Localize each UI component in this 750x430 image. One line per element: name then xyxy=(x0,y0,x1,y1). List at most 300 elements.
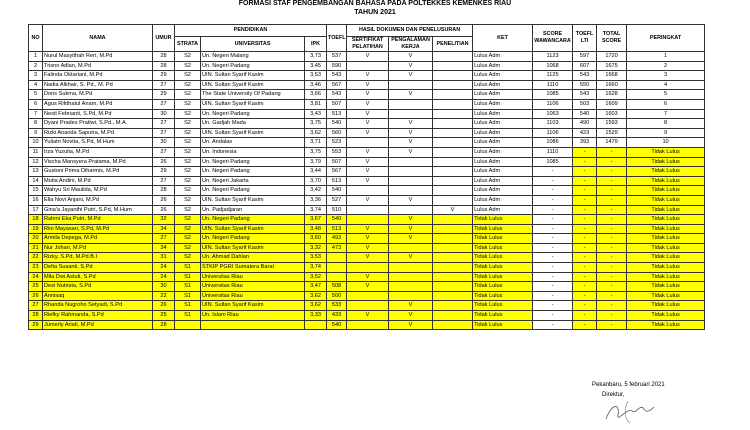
row-ipk: 3,52 xyxy=(305,272,327,282)
row-total-score: 1593 xyxy=(597,119,627,129)
row-score-wawancara: - xyxy=(533,224,573,234)
row-strata: S2 xyxy=(175,109,201,119)
row-no: 17 xyxy=(29,205,43,215)
row-universitas: Un. Andalas xyxy=(201,138,305,148)
row-ipk: 3,46 xyxy=(305,80,327,90)
signatory-role: Direktur, xyxy=(602,392,625,398)
row-pengalaman: V xyxy=(389,138,433,148)
row-no: 16 xyxy=(29,195,43,205)
row-nama: Gustoni Prima Diharmis, M.Pd xyxy=(43,167,153,177)
row-strata: S1 xyxy=(175,301,201,311)
row-penelitian xyxy=(433,186,473,196)
row-toefl-lti: - xyxy=(573,176,597,186)
row-ket: Lulus Adm xyxy=(473,167,533,177)
row-ipk: 3,62 xyxy=(305,291,327,301)
row-sertifikat xyxy=(347,138,389,148)
row-umur: 34 xyxy=(153,243,175,253)
row-pengalaman: V xyxy=(389,311,433,321)
row-pengalaman xyxy=(389,167,433,177)
row-score-wawancara: - xyxy=(533,272,573,282)
row-sertifikat: V xyxy=(347,109,389,119)
row-score-wawancara: - xyxy=(533,282,573,292)
row-peringkat: Tidak Lulus xyxy=(627,263,705,273)
row-total-score: - xyxy=(597,311,627,321)
row-no: 28 xyxy=(29,311,43,321)
place-date: Pekanbaru, 5 februari 2021 xyxy=(592,382,665,388)
row-strata: S2 xyxy=(175,61,201,71)
row-toefl: 567 xyxy=(327,80,347,90)
row-umur: 29 xyxy=(153,71,175,81)
row-strata: S2 xyxy=(175,138,201,148)
row-peringkat: Tidak Lulus xyxy=(627,291,705,301)
row-nama: Wahyu Sri Maulida, M.Pd xyxy=(43,186,153,196)
row-no: 6 xyxy=(29,99,43,109)
row-ket: Lulus Adm xyxy=(473,186,533,196)
row-ipk: 3,75 xyxy=(305,119,327,129)
row-sertifikat: V xyxy=(347,80,389,90)
row-umur: 24 xyxy=(153,263,175,273)
row-penelitian xyxy=(433,52,473,62)
row-score-wawancara: - xyxy=(533,195,573,205)
row-toefl-lti: - xyxy=(573,301,597,311)
row-nama: Trisno Adlan, M.Pd xyxy=(43,61,153,71)
row-strata: S2 xyxy=(175,234,201,244)
row-no: 2 xyxy=(29,61,43,71)
row-pengalaman xyxy=(389,272,433,282)
row-nama: Jumerly Ariati, M.Pd xyxy=(43,320,153,330)
row-peringkat: Tidak Lulus xyxy=(627,186,705,196)
row-toefl: 537 xyxy=(327,52,347,62)
row-penelitian xyxy=(433,263,473,273)
row-penelitian xyxy=(433,61,473,71)
row-strata: S1 xyxy=(175,282,201,292)
row-nama: Nur Johari, M.Pd xyxy=(43,243,153,253)
table-row xyxy=(29,90,705,100)
row-umur: 28 xyxy=(153,61,175,71)
row-ket: Lulus Adm xyxy=(473,99,533,109)
table-body xyxy=(29,52,705,330)
table-row xyxy=(29,61,705,71)
row-total-score: - xyxy=(597,320,627,330)
row-universitas: UIN. Sultan Syarif Kasim xyxy=(201,243,305,253)
row-ket: Tidak Lulus xyxy=(473,291,533,301)
row-toefl: 543 xyxy=(327,90,347,100)
table-row xyxy=(29,205,705,215)
row-no: 20 xyxy=(29,234,43,244)
row-total-score: - xyxy=(597,215,627,225)
row-score-wawancara: 1085 xyxy=(533,90,573,100)
row-sertifikat: V xyxy=(347,234,389,244)
header-ket: KET xyxy=(473,25,533,52)
header-hasil: HASIL DOKUMEN DAN PENELUSURAN xyxy=(347,25,473,37)
row-total-score: 1609 xyxy=(597,99,627,109)
row-toefl-lti: - xyxy=(573,311,597,321)
row-umur: 24 xyxy=(153,272,175,282)
row-no: 14 xyxy=(29,176,43,186)
row-score-wawancara: 1110 xyxy=(533,147,573,157)
row-toefl: 590 xyxy=(327,61,347,71)
row-total-score: - xyxy=(597,263,627,273)
row-score-wawancara: - xyxy=(533,301,573,311)
row-total-score: 1603 xyxy=(597,109,627,119)
row-universitas: UIN. Sultan Syarif Kasim xyxy=(201,71,305,81)
signature-icon xyxy=(598,397,658,427)
row-umur: 27 xyxy=(153,128,175,138)
table-row xyxy=(29,99,705,109)
row-total-score: - xyxy=(597,167,627,177)
row-score-wawancara: 1085 xyxy=(533,157,573,167)
row-ipk: 3,79 xyxy=(305,157,327,167)
row-universitas: Un. Negeri Padang xyxy=(201,234,305,244)
row-toefl: 513 xyxy=(327,224,347,234)
row-umur: 27 xyxy=(153,119,175,129)
row-universitas: Un. Padjadjaran xyxy=(201,205,305,215)
row-no: 10 xyxy=(29,138,43,148)
row-pengalaman xyxy=(389,186,433,196)
row-ket: Tidak Lulus xyxy=(473,272,533,282)
table-row xyxy=(29,119,705,129)
table-row xyxy=(29,167,705,177)
row-strata: S2 xyxy=(175,157,201,167)
row-ket: Lulus Adm xyxy=(473,109,533,119)
table-row xyxy=(29,234,705,244)
row-ket: Lulus Adm xyxy=(473,147,533,157)
row-no: 1 xyxy=(29,52,43,62)
row-ipk: 3,62 xyxy=(305,128,327,138)
row-total-score: 1668 xyxy=(597,71,627,81)
row-penelitian xyxy=(433,128,473,138)
row-score-wawancara: - xyxy=(533,243,573,253)
table-row xyxy=(29,320,705,330)
row-strata: S2 xyxy=(175,243,201,253)
row-penelitian xyxy=(433,311,473,321)
header-pendidikan: PENDIDIKAN xyxy=(175,25,327,37)
row-strata: S2 xyxy=(175,195,201,205)
row-universitas: Un. Negeri Padang xyxy=(201,109,305,119)
row-ipk: 3,62 xyxy=(305,301,327,311)
row-penelitian xyxy=(433,320,473,330)
table-row xyxy=(29,311,705,321)
row-strata: S2 xyxy=(175,176,201,186)
row-sertifikat: V xyxy=(347,71,389,81)
row-strata: S2 xyxy=(175,90,201,100)
row-total-score: 1479 xyxy=(597,138,627,148)
row-umur: 28 xyxy=(153,186,175,196)
row-sertifikat xyxy=(347,215,389,225)
row-ipk: 3,47 xyxy=(305,282,327,292)
row-peringkat: Tidak Lulus xyxy=(627,215,705,225)
row-total-score: - xyxy=(597,224,627,234)
row-peringkat: 2 xyxy=(627,61,705,71)
row-pengalaman xyxy=(389,176,433,186)
row-nama: Rizky, S.Pd, M.Pd.B.I xyxy=(43,253,153,263)
row-peringkat: Tidak Lulus xyxy=(627,282,705,292)
row-penelitian: V xyxy=(433,205,473,215)
row-universitas: Universitas Riau xyxy=(201,272,305,282)
row-ket: Lulus Adm xyxy=(473,157,533,167)
header-ipk: IPK xyxy=(305,37,327,52)
row-toefl: 433 xyxy=(327,311,347,321)
row-penelitian xyxy=(433,301,473,311)
row-ipk: 3,66 xyxy=(305,90,327,100)
row-toefl: 540 xyxy=(327,119,347,129)
row-toefl xyxy=(327,253,347,263)
row-peringkat: Tidak Lulus xyxy=(627,205,705,215)
row-nama: Irza Yuzulia, M.Pd xyxy=(43,147,153,157)
row-score-wawancara: 1063 xyxy=(533,109,573,119)
table-row xyxy=(29,215,705,225)
row-toefl-lti: - xyxy=(573,282,597,292)
row-ket: Lulus Adm xyxy=(473,176,533,186)
results-table xyxy=(28,24,705,330)
row-nama: Agus Rifdhatul Anam, M.Pd xyxy=(43,99,153,109)
row-peringkat: 1 xyxy=(627,52,705,62)
row-penelitian xyxy=(433,224,473,234)
row-nama: Dyani Prades Pratiwi, S.Pd., M.A. xyxy=(43,119,153,129)
row-ket: Lulus Adm xyxy=(473,205,533,215)
row-universitas: Un. Indonesia xyxy=(201,147,305,157)
row-strata: S1 xyxy=(175,263,201,273)
row-toefl-lti: 543 xyxy=(573,71,597,81)
row-toefl-lti: - xyxy=(573,224,597,234)
row-pengalaman xyxy=(389,282,433,292)
table-row xyxy=(29,176,705,186)
row-penelitian xyxy=(433,90,473,100)
row-no: 3 xyxy=(29,71,43,81)
row-pengalaman: V xyxy=(389,224,433,234)
table-row xyxy=(29,253,705,263)
table-row xyxy=(29,147,705,157)
row-penelitian xyxy=(433,253,473,263)
row-umur: 27 xyxy=(153,147,175,157)
row-total-score: 1628 xyxy=(597,90,627,100)
row-ket: Lulus Adm xyxy=(473,52,533,62)
row-peringkat: Tidak Lulus xyxy=(627,157,705,167)
table-row xyxy=(29,272,705,282)
row-ipk: 3,32 xyxy=(305,243,327,253)
row-universitas: Universitas Riau xyxy=(201,291,305,301)
row-strata: S2 xyxy=(175,147,201,157)
row-umur: 28 xyxy=(153,320,175,330)
row-universitas: Un. Negeri Padang xyxy=(201,215,305,225)
row-toefl: 540 xyxy=(327,186,347,196)
row-pengalaman: V xyxy=(389,128,433,138)
row-sertifikat: V xyxy=(347,147,389,157)
row-toefl: 510 xyxy=(327,205,347,215)
row-sertifikat xyxy=(347,186,389,196)
row-pengalaman: V xyxy=(389,90,433,100)
header-no: NO xyxy=(29,25,43,52)
row-no: 9 xyxy=(29,128,43,138)
row-toefl: 540 xyxy=(327,215,347,225)
row-peringkat: 10 xyxy=(627,138,705,148)
row-pengalaman xyxy=(389,243,433,253)
row-universitas: UIN. Sultan Syarif Kasim xyxy=(201,195,305,205)
row-ipk: 3,48 xyxy=(305,224,327,234)
row-toefl: 540 xyxy=(327,320,347,330)
row-total-score: 1720 xyxy=(597,52,627,62)
row-toefl: 523 xyxy=(327,138,347,148)
row-peringkat: 4 xyxy=(627,80,705,90)
row-toefl-lti: - xyxy=(573,243,597,253)
row-peringkat: Tidak Lulus xyxy=(627,224,705,234)
row-ket: Lulus Adm xyxy=(473,119,533,129)
row-nama: Nurul Masyithah Reri, M.Pd xyxy=(43,52,153,62)
row-toefl-lti: - xyxy=(573,195,597,205)
row-pengalaman xyxy=(389,80,433,90)
row-toefl-lti: 597 xyxy=(573,52,597,62)
row-universitas: UIN. Sultan Syarif Kasim xyxy=(201,301,305,311)
row-ipk: 3,43 xyxy=(305,109,327,119)
row-toefl-lti: - xyxy=(573,253,597,263)
row-toefl-lti: - xyxy=(573,147,597,157)
row-nama: Rizki Ananda Saputra, M.Pd xyxy=(43,128,153,138)
row-penelitian xyxy=(433,176,473,186)
row-ket: Lulus Adm xyxy=(473,138,533,148)
row-ipk: 3,74 xyxy=(305,205,327,215)
row-toefl: 493 xyxy=(327,234,347,244)
table-row xyxy=(29,282,705,292)
row-pengalaman xyxy=(389,157,433,167)
row-toefl: 513 xyxy=(327,176,347,186)
row-ket: Tidak Lulus xyxy=(473,215,533,225)
row-sertifikat: V xyxy=(347,167,389,177)
row-nama: Annisaq xyxy=(43,291,153,301)
row-ket: Lulus Adm xyxy=(473,128,533,138)
row-ket: Tidak Lulus xyxy=(473,234,533,244)
table-row xyxy=(29,224,705,234)
row-pengalaman xyxy=(389,291,433,301)
row-peringkat: Tidak Lulus xyxy=(627,320,705,330)
row-no: 27 xyxy=(29,301,43,311)
row-pengalaman: V xyxy=(389,61,433,71)
row-strata: S2 xyxy=(175,80,201,90)
table-row xyxy=(29,263,705,273)
row-strata: S2 xyxy=(175,167,201,177)
row-ket: Tidak Lulus xyxy=(473,263,533,273)
row-strata: S2 xyxy=(175,224,201,234)
row-toefl xyxy=(327,263,347,273)
row-toefl-lti: - xyxy=(573,167,597,177)
row-strata: S2 xyxy=(175,99,201,109)
row-score-wawancara: - xyxy=(533,320,573,330)
header-strata: STRATA xyxy=(175,37,201,52)
row-ket: Lulus Adm xyxy=(473,90,533,100)
row-universitas: Un. Negeri Jakarta xyxy=(201,176,305,186)
row-toefl-lti: - xyxy=(573,186,597,196)
row-peringkat: Tidak Lulus xyxy=(627,301,705,311)
row-sertifikat xyxy=(347,291,389,301)
row-pengalaman: V xyxy=(389,253,433,263)
row-toefl: 473 xyxy=(327,243,347,253)
row-toefl-lti: - xyxy=(573,263,597,273)
row-sertifikat: V xyxy=(347,195,389,205)
row-ipk: 3,33 xyxy=(305,311,327,321)
table-row xyxy=(29,109,705,119)
row-score-wawancara: 1125 xyxy=(533,71,573,81)
row-universitas: Un. Negeri Padang xyxy=(201,157,305,167)
row-universitas: STKIP PGRI Sumatera Barat xyxy=(201,263,305,273)
table-row xyxy=(29,128,705,138)
row-total-score: - xyxy=(597,253,627,263)
row-score-wawancara: 1106 xyxy=(533,128,573,138)
row-umur: 30 xyxy=(153,138,175,148)
row-penelitian xyxy=(433,243,473,253)
row-penelitian xyxy=(433,71,473,81)
row-toefl: 507 xyxy=(327,157,347,167)
row-toefl-lti: 503 xyxy=(573,99,597,109)
row-strata: S2 xyxy=(175,128,201,138)
row-peringkat: 6 xyxy=(627,99,705,109)
row-umur: 27 xyxy=(153,176,175,186)
row-score-wawancara: 1103 xyxy=(533,119,573,129)
row-nama: Falinda Oktariani, M.Pd xyxy=(43,71,153,81)
row-penelitian xyxy=(433,195,473,205)
row-universitas: Un. Negeri Padang xyxy=(201,61,305,71)
document-year: TAHUN 2021 xyxy=(354,9,396,16)
row-score-wawancara: 1123 xyxy=(533,52,573,62)
row-sertifikat: V xyxy=(347,272,389,282)
row-universitas: Un. Negeri Padang xyxy=(201,186,305,196)
row-penelitian xyxy=(433,99,473,109)
document-title: FORMASI STAF PENGEMBANGAN BAHASA PADA POLTEKKES KEMENKES RIAU xyxy=(238,0,512,7)
row-ipk: 3,44 xyxy=(305,167,327,177)
row-ket: Tidak Lulus xyxy=(473,311,533,321)
row-nama: Mila Dwi Astuti, S.Pd xyxy=(43,272,153,282)
row-peringkat: 7 xyxy=(627,109,705,119)
row-strata xyxy=(175,320,201,330)
row-umur: 28 xyxy=(153,52,175,62)
row-nama: Mutia Andini, M.Pd xyxy=(43,176,153,186)
row-umur: 22 xyxy=(153,291,175,301)
row-toefl xyxy=(327,272,347,282)
row-toefl: 500 xyxy=(327,291,347,301)
row-ket: Tidak Lulus xyxy=(473,282,533,292)
row-toefl: 527 xyxy=(327,195,347,205)
table-row xyxy=(29,80,705,90)
row-toefl-lti: 607 xyxy=(573,61,597,71)
row-toefl-lti: 540 xyxy=(573,109,597,119)
row-toefl-lti: - xyxy=(573,291,597,301)
row-no: 19 xyxy=(29,224,43,234)
row-nama: Rhanda Nugroho Setyadi, S.Pd xyxy=(43,301,153,311)
row-pengalaman: V xyxy=(389,301,433,311)
row-ipk: 3,60 xyxy=(305,234,327,244)
row-total-score: - xyxy=(597,195,627,205)
row-ipk: 3,45 xyxy=(305,61,327,71)
row-toefl-lti: - xyxy=(573,205,597,215)
row-nama: Yuliatri Novita, S.Pd, M.Hum xyxy=(43,138,153,148)
row-umur: 30 xyxy=(153,282,175,292)
row-universitas: UIN. Sultan Syarif Kasim xyxy=(201,99,305,109)
row-pengalaman: V xyxy=(389,234,433,244)
row-score-wawancara: - xyxy=(533,291,573,301)
row-universitas: Un. Islam Riau xyxy=(201,311,305,321)
row-total-score: - xyxy=(597,243,627,253)
row-pengalaman xyxy=(389,205,433,215)
table-row xyxy=(29,301,705,311)
row-peringkat: 3 xyxy=(627,71,705,81)
row-strata: S2 xyxy=(175,253,201,263)
row-umur: 31 xyxy=(153,253,175,263)
row-total-score: - xyxy=(597,301,627,311)
row-no: 4 xyxy=(29,80,43,90)
row-nama: Armila Depega, M.Pd xyxy=(43,234,153,244)
row-sertifikat: V xyxy=(347,243,389,253)
header-universitas: UNIVERSITAS xyxy=(201,37,305,52)
table-row xyxy=(29,291,705,301)
row-strata: S2 xyxy=(175,186,201,196)
